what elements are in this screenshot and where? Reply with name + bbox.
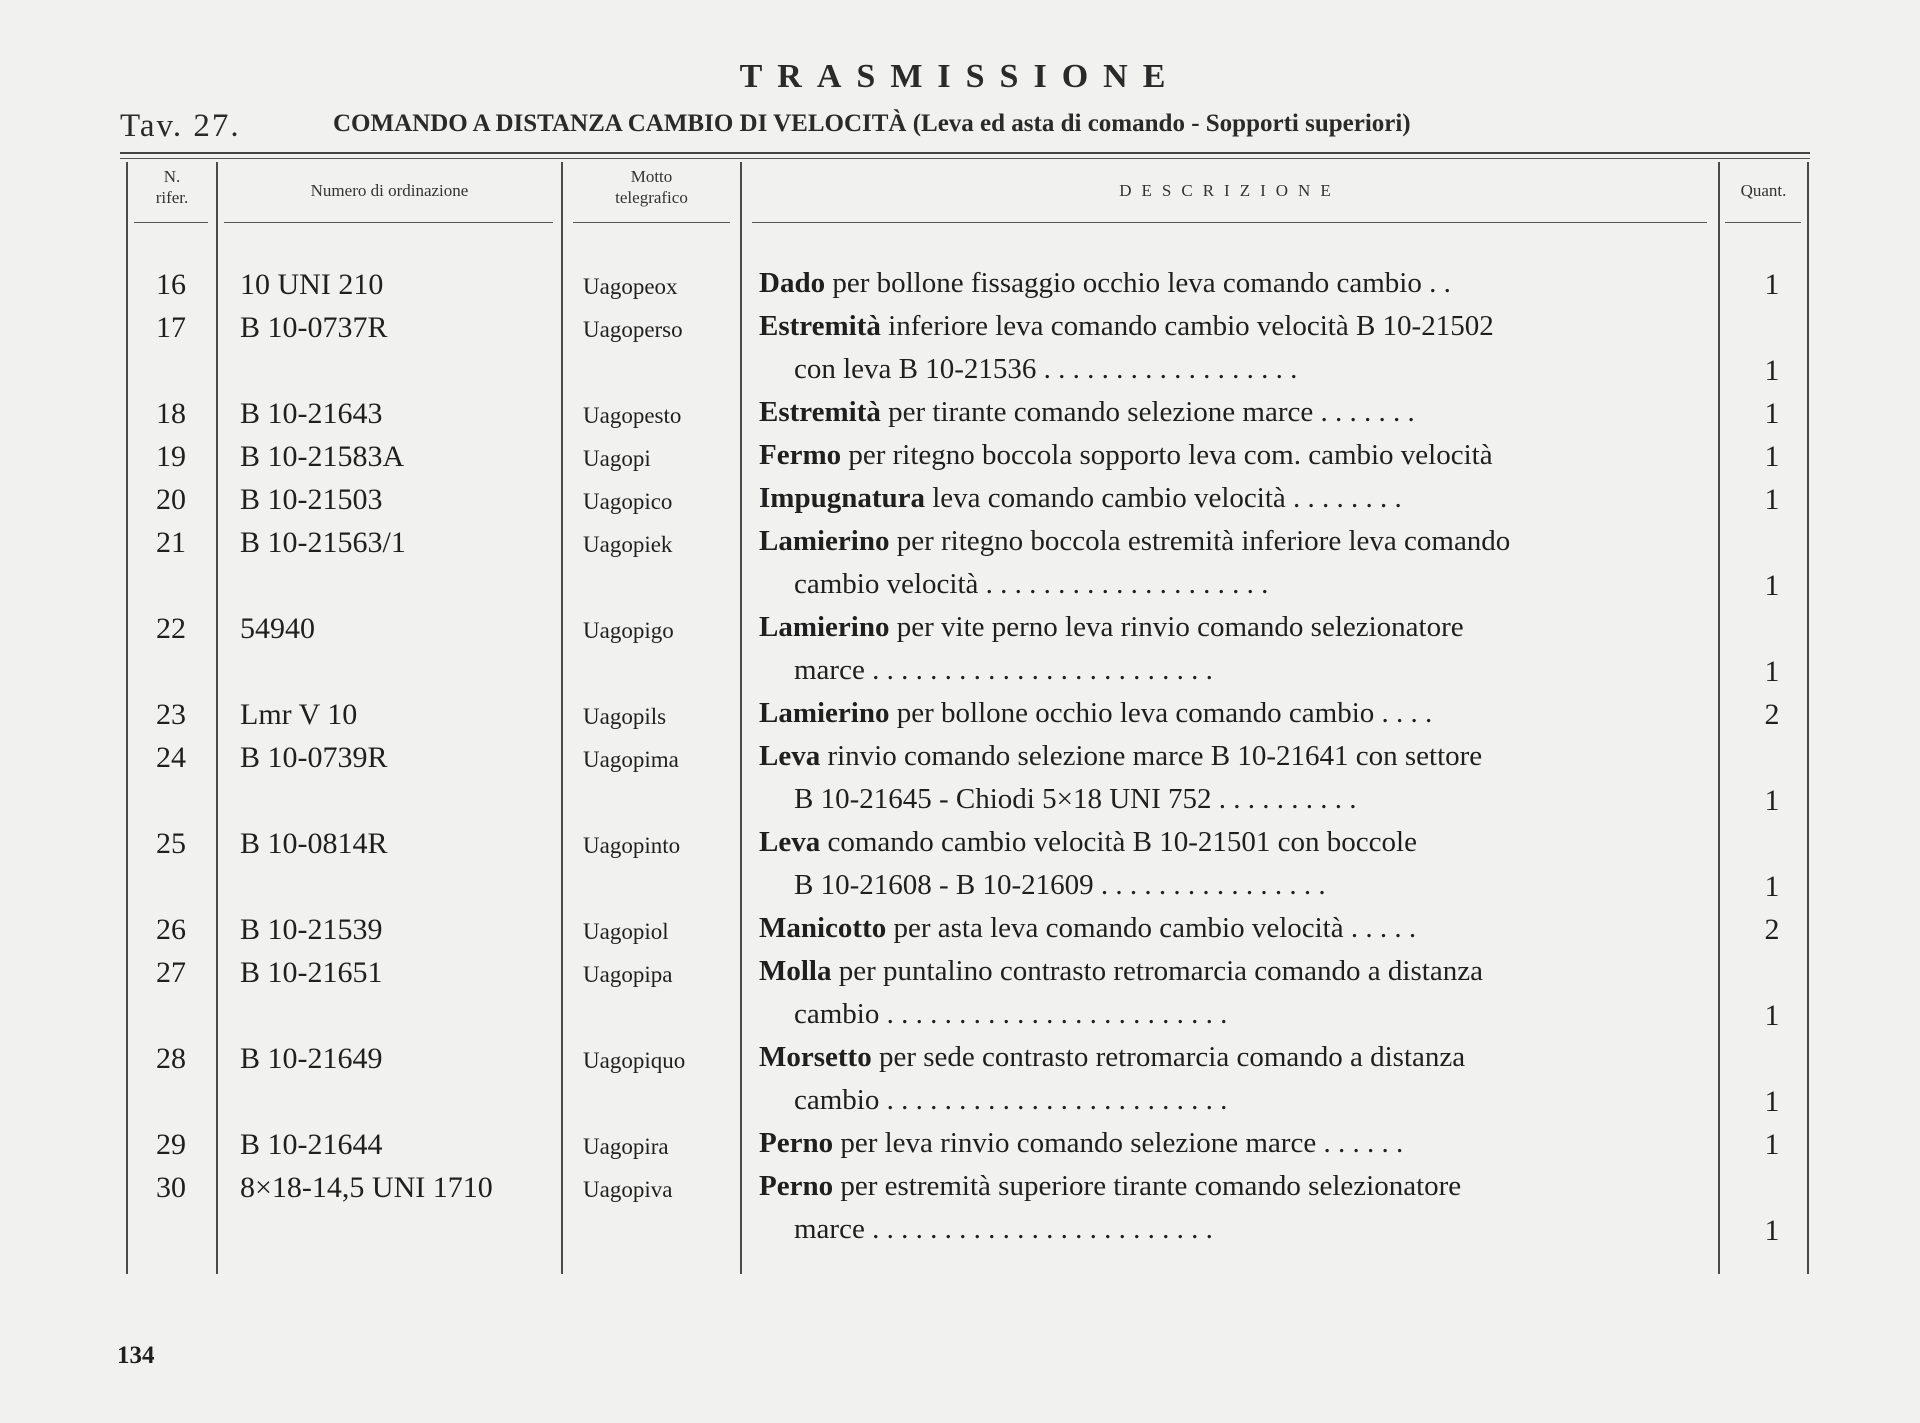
header-underline-code (224, 222, 553, 223)
row-description-line1 (759, 520, 1699, 563)
col-divider-desc (1718, 162, 1720, 1274)
row-telegraph-code: Uagopiva (583, 1177, 673, 1202)
row-ref-number: 17 (156, 311, 186, 344)
row-quantity: 1 (1764, 440, 1780, 473)
row-description-line2: con leva B 10-21536 . . . . . . . . . . . . . . . . . . (794, 353, 1298, 385)
row-description-keyword: Impugnatura (759, 482, 925, 514)
row-ref-number: 18 (156, 397, 186, 430)
row-description-text: per bollone occhio leva comando cambio . . . . (889, 697, 1433, 729)
row-quantity: 1 (1764, 1128, 1780, 1161)
row-description-line1 (759, 821, 1699, 864)
row-description-keyword: Leva (759, 826, 821, 858)
row-telegraph-code: Uagopico (583, 489, 673, 514)
row-telegraph-code: Uagopima (583, 747, 679, 772)
row-ref-number: 29 (156, 1128, 186, 1161)
row-description (759, 477, 1699, 520)
page-number: 134 (117, 1342, 155, 1369)
row-order-number: Lmr V 10 (240, 698, 358, 731)
row-description-keyword: Molla (759, 955, 832, 987)
row-telegraph-code: Uagopeox (583, 274, 678, 299)
col-header-tele (563, 166, 740, 208)
row-quantity: 1 (1764, 569, 1780, 602)
row-description (759, 735, 1699, 821)
row-order-number: B 10-0737R (240, 311, 388, 344)
row-description-keyword: Leva (759, 740, 821, 772)
row-description-text: per ritegno boccola sopporto leva com. cambio velocità (841, 439, 1493, 471)
row-order-number: B 10-21643 (240, 397, 383, 430)
row-description (759, 821, 1699, 907)
row-description-line2: cambio . . . . . . . . . . . . . . . . . . . . . . . . (794, 998, 1228, 1030)
row-quantity: 2 (1764, 913, 1780, 946)
row-ref-number: 30 (156, 1171, 186, 1204)
row-telegraph-code: Uagopira (583, 1134, 669, 1159)
row-description-line1 (759, 907, 1699, 950)
row-quantity: 2 (1764, 698, 1780, 731)
row-order-number: B 10-21649 (240, 1042, 383, 1075)
row-quantity: 1 (1764, 1085, 1780, 1118)
col-header-desc: DESCRIZIONE (1119, 181, 1341, 200)
row-description-line1 (759, 434, 1699, 477)
row-quantity: 1 (1764, 999, 1780, 1032)
row-telegraph-code: Uagopinto (583, 833, 681, 858)
row-ref-number: 23 (156, 698, 186, 731)
row-description-keyword: Perno (759, 1127, 834, 1159)
row-description-line1 (759, 1165, 1699, 1208)
row-description-keyword: Manicotto (759, 912, 887, 944)
row-telegraph-code: Uagopiol (583, 919, 669, 944)
row-ref-number: 22 (156, 612, 186, 645)
row-description (759, 907, 1699, 950)
col-divider-left (126, 162, 128, 1274)
row-order-number: 8×18-14,5 UNI 1710 (240, 1171, 493, 1204)
row-quantity: 1 (1764, 268, 1780, 301)
row-description-line1 (759, 692, 1699, 735)
row-description-text: rinvio comando selezione marce B 10-21641 con settore (820, 740, 1483, 772)
row-telegraph-code: Uagopesto (583, 403, 682, 428)
row-description-line1 (759, 1036, 1699, 1079)
col-header-tele-line2: telegrafico (615, 188, 688, 207)
row-description-keyword: Lamierino (759, 697, 890, 729)
row-description-line2: cambio velocità . . . . . . . . . . . . . . . . . . . . (794, 568, 1269, 600)
row-ref-number: 21 (156, 526, 186, 559)
header-rule-top (120, 152, 1810, 154)
row-description (759, 1036, 1699, 1122)
row-description-text: per puntalino contrasto retromarcia comando a distanza (831, 955, 1483, 987)
row-ref-number: 28 (156, 1042, 186, 1075)
row-description-text: per bollone fissaggio occhio leva comando cambio . . (825, 267, 1451, 299)
row-order-number: B 10-0739R (240, 741, 388, 774)
row-quantity: 1 (1764, 483, 1780, 516)
row-description (759, 391, 1699, 434)
row-telegraph-code: Uagoperso (583, 317, 683, 342)
table-label: Tav. 27. (120, 108, 241, 144)
col-divider-tele (740, 162, 742, 1274)
row-description (759, 1122, 1699, 1165)
row-description (759, 606, 1699, 692)
row-quantity: 1 (1764, 870, 1780, 903)
row-quantity: 1 (1764, 1214, 1780, 1247)
header-underline-qty (1725, 222, 1801, 223)
row-telegraph-code: Uagopigo (583, 618, 674, 643)
row-description-line2: marce . . . . . . . . . . . . . . . . . . . . . . . . (794, 654, 1213, 686)
row-description (759, 434, 1699, 477)
row-description (759, 950, 1699, 1036)
row-description-text: comando cambio velocità B 10-21501 con boccole (820, 826, 1417, 858)
col-header-tele-line1: Motto (630, 167, 673, 186)
col-header-qty: Quant. (1740, 181, 1787, 200)
col-divider-right (1807, 162, 1809, 1274)
row-telegraph-code: Uagopi (583, 446, 651, 471)
row-description (759, 520, 1699, 606)
row-order-number: B 10-21539 (240, 913, 383, 946)
col-header-code: Numero di ordinazione (310, 181, 469, 200)
row-description-keyword: Estremità (759, 396, 881, 428)
row-description-text: per ritegno boccola estremità inferiore leva comando (889, 525, 1511, 557)
row-description-text: per asta leva comando cambio velocità . . . . . (886, 912, 1417, 944)
row-description-line2: B 10-21608 - B 10-21609 . . . . . . . . . . . . . . . . (794, 869, 1326, 901)
row-order-number: B 10-21583A (240, 440, 405, 473)
row-ref-number: 26 (156, 913, 186, 946)
row-description-text: inferiore leva comando cambio velocità B 10-21502 (880, 310, 1494, 342)
row-description-line1 (759, 391, 1699, 434)
row-quantity: 1 (1764, 354, 1780, 387)
row-ref-number: 16 (156, 268, 186, 301)
row-order-number: B 10-21651 (240, 956, 383, 989)
row-description-text: per leva rinvio comando selezione marce . . . . . . (833, 1127, 1404, 1159)
col-header-ref-line1: N. (163, 167, 181, 186)
row-description-keyword: Lamierino (759, 525, 890, 557)
row-telegraph-code: Uagopipa (583, 962, 673, 987)
row-description-line1 (759, 735, 1699, 778)
row-description (759, 262, 1699, 305)
row-telegraph-code: Uagopils (583, 704, 667, 729)
row-description-text: leva comando cambio velocità . . . . . . . . (925, 482, 1402, 514)
row-order-number: B 10-21644 (240, 1128, 383, 1161)
row-ref-number: 20 (156, 483, 186, 516)
row-description-line1 (759, 477, 1699, 520)
header-underline-tele (573, 222, 730, 223)
row-quantity: 1 (1764, 784, 1780, 817)
header-underline-ref (134, 222, 208, 223)
row-description-text: per sede contrasto retromarcia comando a distanza (871, 1041, 1466, 1073)
col-divider-code (561, 162, 563, 1274)
row-description-text: per tirante comando selezione marce . . . . . . . (880, 396, 1415, 428)
row-description-keyword: Perno (759, 1170, 834, 1202)
row-order-number: 54940 (240, 612, 315, 645)
row-quantity: 1 (1764, 655, 1780, 688)
row-telegraph-code: Uagopiek (583, 532, 673, 557)
row-description-line1 (759, 262, 1699, 305)
row-description-line1 (759, 1122, 1699, 1165)
table-subtitle: COMANDO A DISTANZA CAMBIO DI VELOCITÀ (Leva ed asta di comando - Sopporti superiori) (333, 110, 1411, 137)
row-description (759, 305, 1699, 391)
row-description-keyword: Lamierino (759, 611, 890, 643)
row-order-number: B 10-21503 (240, 483, 383, 516)
row-order-number: B 10-0814R (240, 827, 388, 860)
row-ref-number: 19 (156, 440, 186, 473)
row-description-keyword: Estremità (759, 310, 881, 342)
row-description-line1 (759, 606, 1699, 649)
row-description (759, 692, 1699, 735)
row-telegraph-code: Uagopiquo (583, 1048, 686, 1073)
row-description-text: per estremità superiore tirante comando selezionatore (833, 1170, 1462, 1202)
row-description-line2: marce . . . . . . . . . . . . . . . . . . . . . . . . (794, 1213, 1213, 1245)
row-ref-number: 27 (156, 956, 186, 989)
row-description-keyword: Fermo (759, 439, 842, 471)
row-ref-number: 24 (156, 741, 186, 774)
row-order-number: 10 UNI 210 (240, 268, 384, 301)
row-description-line2: cambio . . . . . . . . . . . . . . . . . . . . . . . . (794, 1084, 1228, 1116)
row-description-keyword: Morsetto (759, 1041, 872, 1073)
col-header-ref-line2: rifer. (155, 188, 189, 207)
row-description (759, 1165, 1699, 1251)
section-title: TRASMISSIONE (739, 58, 1181, 95)
header-underline-desc (752, 222, 1707, 223)
col-divider-ref (216, 162, 218, 1274)
row-description-line2: B 10-21645 - Chiodi 5×18 UNI 752 . . . . . . . . . . (794, 783, 1357, 815)
row-ref-number: 25 (156, 827, 186, 860)
col-header-ref (128, 166, 216, 208)
row-order-number: B 10-21563/1 (240, 526, 406, 559)
row-description-line1 (759, 305, 1699, 348)
row-quantity: 1 (1764, 397, 1780, 430)
row-description-text: per vite perno leva rinvio comando selezionatore (889, 611, 1464, 643)
row-description-keyword: Dado (759, 267, 826, 299)
header-rule-bottom (120, 158, 1810, 159)
row-description-line1 (759, 950, 1699, 993)
